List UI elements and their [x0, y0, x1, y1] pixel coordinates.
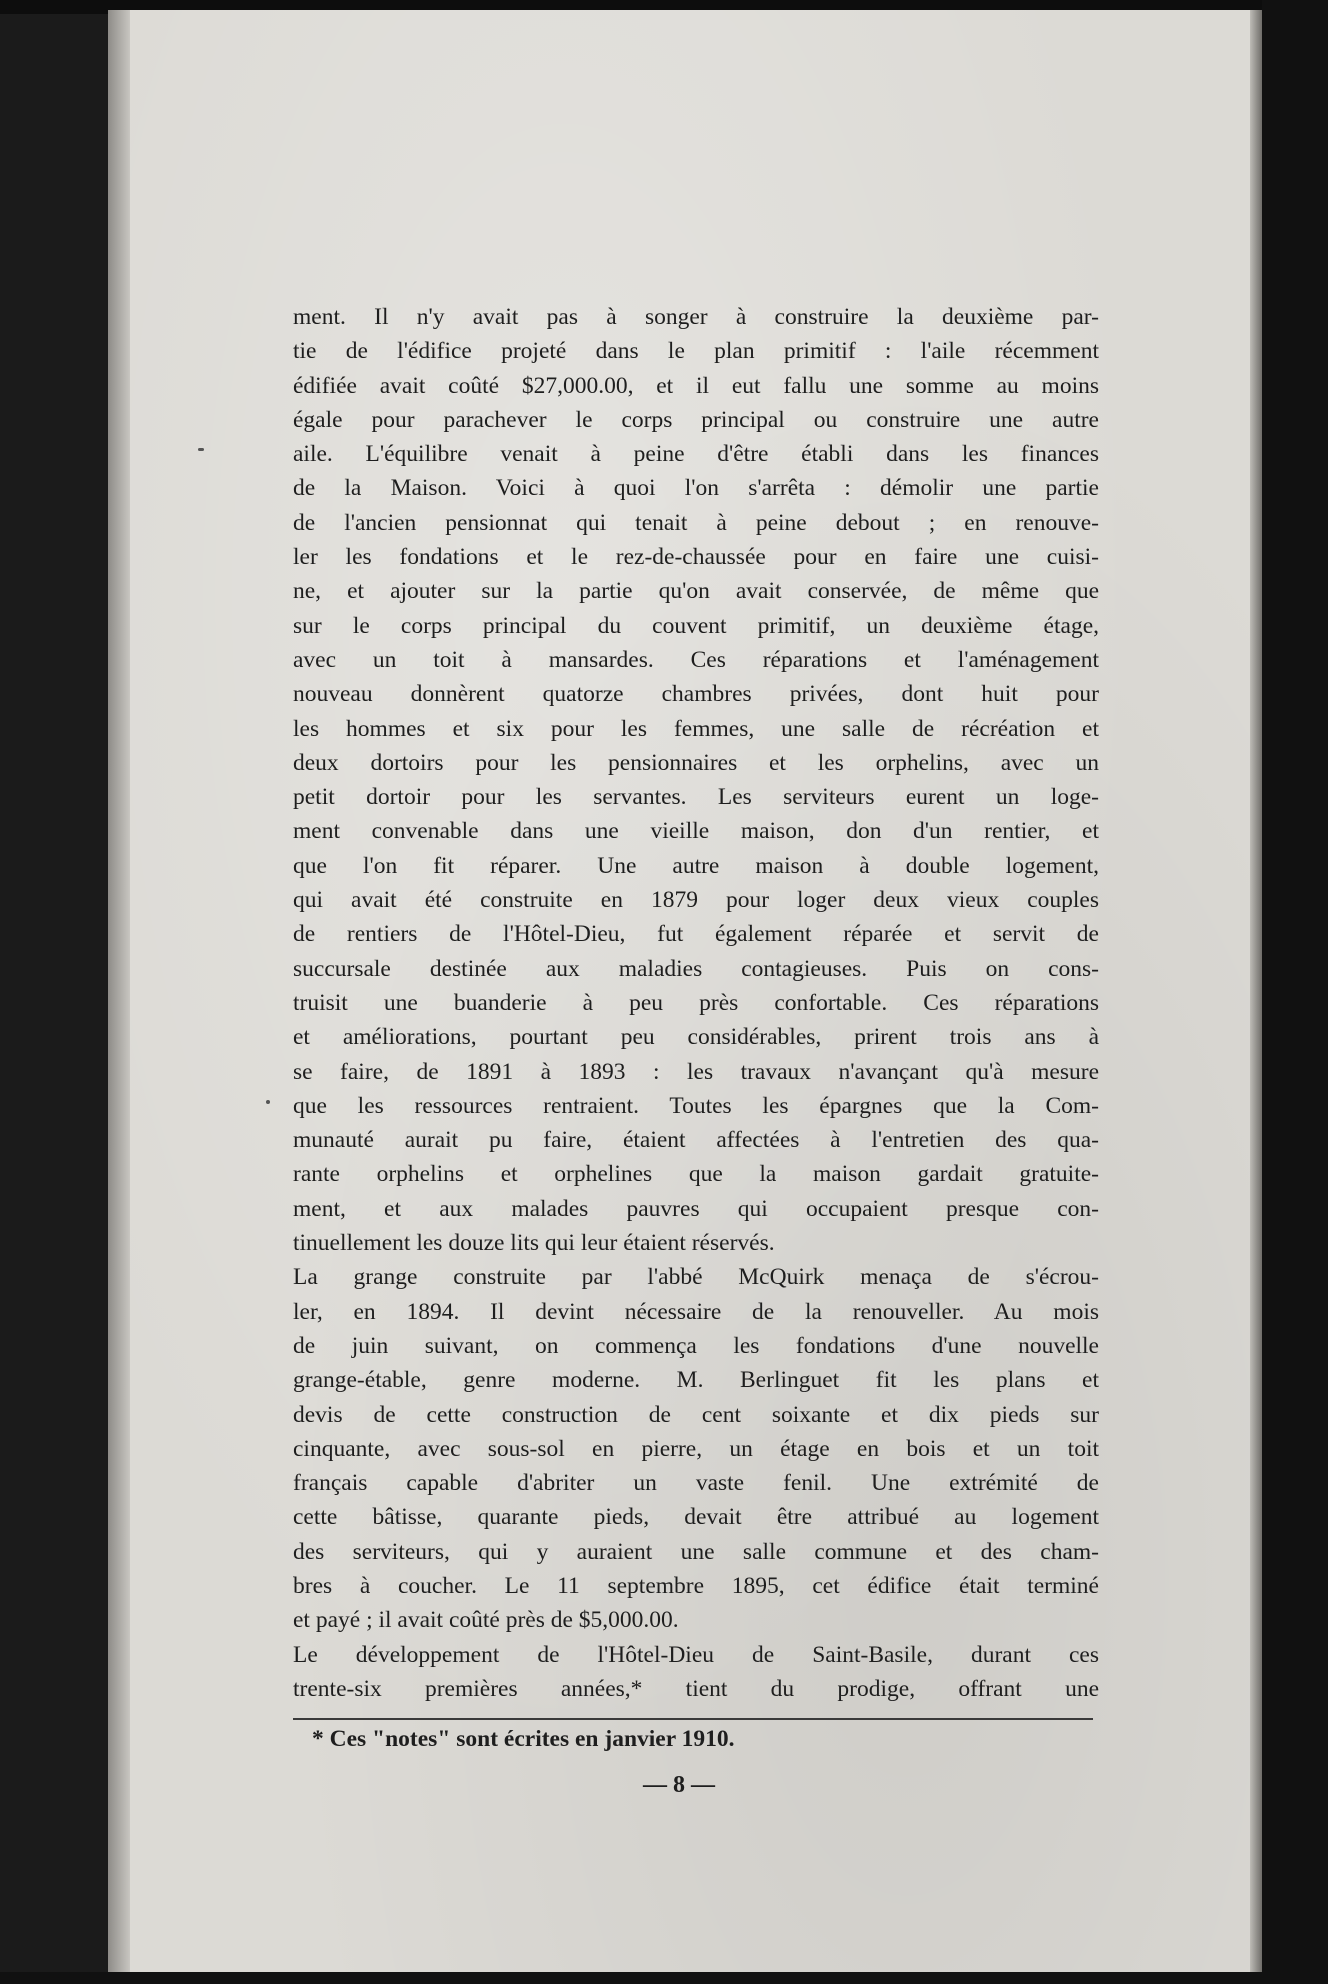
text-line: cinquante, avec sous-sol en pierre, un étage en bois et un toit — [293, 1435, 1099, 1462]
text-line: égale pour parachever le corps principal ou construire une autre — [293, 406, 1099, 433]
text-line: La grange construite par l'abbé McQuirk menaça de s'écrou- — [293, 1264, 1099, 1291]
text-line: ment. Il n'y avait pas à songer à construire la deuxième par- — [293, 304, 1099, 330]
text-line: truisit une buanderie à peu près confortable. Ces réparations — [293, 989, 1099, 1016]
page-right-edge — [1250, 10, 1262, 1972]
text-line: tinuellement les douze lits qui leur étaient réservés. — [293, 1230, 775, 1257]
text-line: Le développement de l'Hôtel-Dieu de Saint-Basile, durant ces — [293, 1641, 1099, 1668]
text-line: aile. L'équilibre venait à peine d'être établi dans les finances — [293, 441, 1099, 468]
text-line: ler, en 1894. Il devint nécessaire de la renouveller. Au mois — [293, 1298, 1099, 1325]
text-line: et payé ; il avait coûté près de $5,000.00. — [293, 1607, 679, 1634]
text-line: succursale destinée aux maladies contagieuses. Puis on cons- — [293, 955, 1099, 982]
text-line: ne, et ajouter sur la partie qu'on avait conservée, de même que — [293, 578, 1099, 605]
text-line: des serviteurs, qui y auraient une salle commune et des cham- — [293, 1538, 1099, 1565]
text-line: grange-étable, genre moderne. M. Berlinguet fit les plans et — [293, 1367, 1099, 1394]
text-line: qui avait été construite en 1879 pour loger deux vieux couples — [293, 887, 1099, 914]
text-line: et améliorations, pourtant peu considérables, prirent trois ans à — [293, 1024, 1099, 1051]
scan-bottom-border — [0, 1972, 1328, 1984]
text-line: édifiée avait coûté $27,000.00, et il eut fallu une somme au moins — [293, 372, 1099, 399]
text-line: se faire, de 1891 à 1893 : les travaux n'avançant qu'à mesure — [293, 1058, 1099, 1085]
text-line: ment, et aux malades pauvres qui occupaient presque con- — [293, 1195, 1099, 1222]
body-text — [293, 300, 1099, 1706]
text-line: que l'on fit réparer. Une autre maison à double logement, — [293, 852, 1099, 879]
text-line: de juin suivant, on commença les fondations d'une nouvelle — [293, 1332, 1099, 1359]
text-line: de l'ancien pensionnat qui tenait à peine debout ; en renouve- — [293, 509, 1099, 536]
text-line: munauté aurait pu faire, étaient affectées à l'entretien des qua- — [293, 1127, 1099, 1154]
footnote: * Ces "notes" sont écrites en janvier 1910. — [312, 1726, 735, 1752]
text-line: français capable d'abriter un vaste fenil. Une extrémité de — [293, 1470, 1099, 1497]
text-line: cette bâtisse, quarante pieds, devait être attribué au logement — [293, 1504, 1099, 1531]
text-line: ment convenable dans une vieille maison, don d'un rentier, et — [293, 818, 1099, 845]
text-line: les hommes et six pour les femmes, une salle de récréation et — [293, 715, 1099, 742]
paragraph — [293, 300, 1099, 1260]
text-line: bres à coucher. Le 11 septembre 1895, cet édifice était terminé — [293, 1572, 1099, 1599]
text-line: de la Maison. Voici à quoi l'on s'arrêta : démolir une partie — [293, 475, 1099, 502]
scan-right-border — [1262, 0, 1328, 1984]
text-line: rante orphelins et orphelines que la maison gardait gratuite- — [293, 1161, 1099, 1188]
paragraph — [293, 1260, 1099, 1637]
text-line: petit dortoir pour les servantes. Les serviteurs eurent un loge- — [293, 784, 1099, 811]
page-binding-shadow — [108, 10, 130, 1972]
text-line: sur le corps principal du couvent primitif, un deuxième étage, — [293, 612, 1099, 639]
text-line: trente-six premières années,* tient du prodige, offrant une — [293, 1675, 1099, 1702]
text-line: ler les fondations et le rez-de-chaussée pour en faire une cuisi- — [293, 544, 1099, 571]
scan-speck — [198, 448, 204, 451]
text-line: deux dortoirs pour les pensionnaires et les orphelins, avec un — [293, 749, 1099, 776]
scan-speck — [266, 1100, 270, 1104]
text-line: tie de l'édifice projeté dans le plan primitif : l'aile récemment — [293, 338, 1099, 365]
text-line: devis de cette construction de cent soixante et dix pieds sur — [293, 1401, 1099, 1428]
text-line: nouveau donnèrent quatorze chambres privées, dont huit pour — [293, 681, 1099, 708]
paragraph — [293, 1638, 1099, 1707]
footnote-rule — [293, 1718, 1093, 1720]
text-line: avec un toit à mansardes. Ces réparations et l'aménagement — [293, 646, 1099, 673]
page-number: — 8 — — [643, 1772, 715, 1798]
text-line: que les ressources rentraient. Toutes les épargnes que la Com- — [293, 1092, 1099, 1119]
text-line: de rentiers de l'Hôtel-Dieu, fut également réparée et servit de — [293, 921, 1099, 948]
